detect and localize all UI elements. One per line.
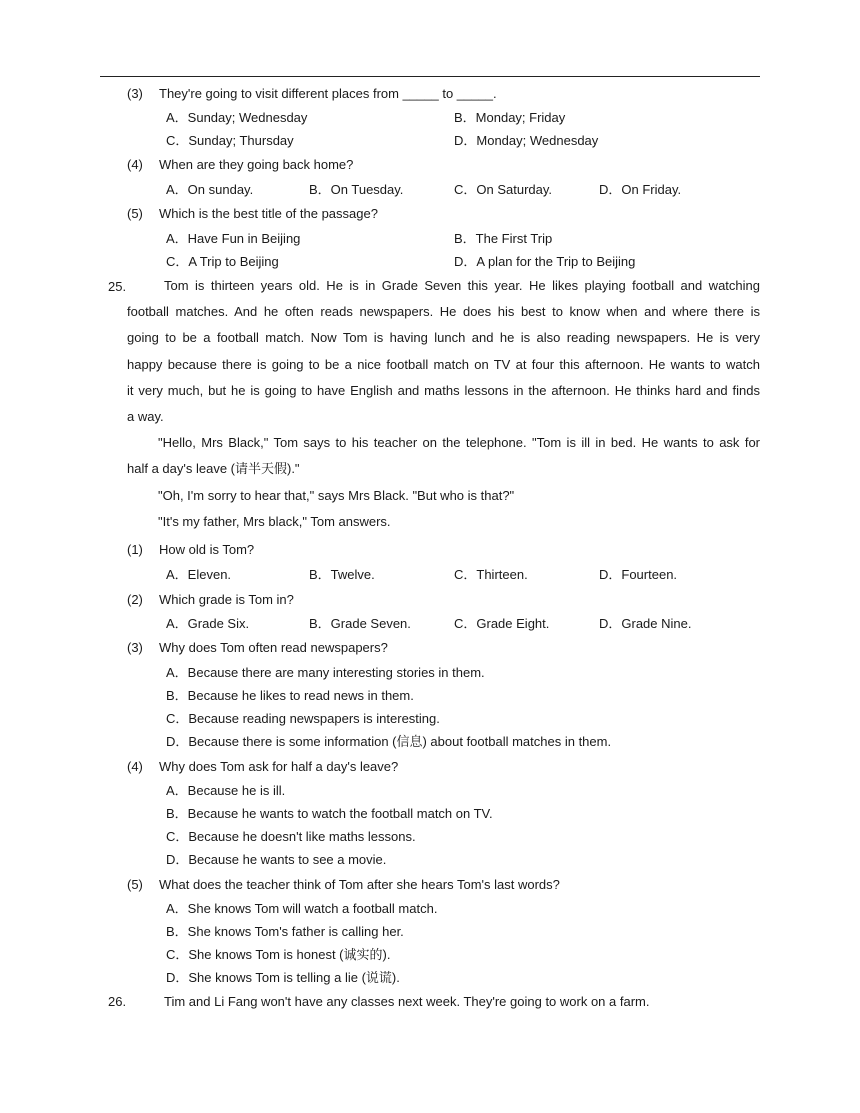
dialog-line: "Hello, Mrs Black," Tom says to his teacher on the telephone. "Tom is ill in bed. He wants to ask for — [158, 435, 760, 451]
option-a[interactable]: A．Sunday; Wednesday — [166, 110, 308, 125]
question-number: (5) — [127, 206, 143, 221]
dialog-line: "It's my father, Mrs black," Tom answers. — [158, 513, 391, 529]
option-a[interactable]: A．Because there are many interesting stories in them. — [166, 665, 485, 680]
option-a[interactable]: A．Grade Six. — [166, 616, 250, 631]
option-d[interactable]: D．Because he wants to see a movie. — [166, 852, 387, 867]
passage-line: going to be a football match. Now Tom is having lunch and he is also reading newspapers. He is very — [127, 330, 760, 346]
question-number-25: 25. — [108, 279, 127, 294]
option-a[interactable]: A．Because he is ill. — [166, 783, 286, 798]
dialog-line: "Oh, I'm sorry to hear that," says Mrs Black. "But who is that?" — [158, 487, 515, 503]
option-b[interactable]: B．Because he likes to read news in them. — [166, 688, 414, 703]
option-c[interactable]: C．Sunday; Thursday — [166, 133, 294, 148]
option-c[interactable]: C．She knows Tom is honest (诚实的). — [166, 947, 391, 962]
question-number: (3) — [127, 86, 143, 101]
question-number: (3) — [127, 640, 143, 655]
option-b[interactable]: B．Monday; Friday — [454, 110, 566, 125]
question-number: (1) — [127, 542, 143, 557]
option-b[interactable]: B．Because he wants to watch the football match on TV. — [166, 806, 493, 821]
option-b[interactable]: B．She knows Tom's father is calling her. — [166, 924, 404, 939]
option-d[interactable]: D．On Friday. — [599, 182, 682, 197]
option-d[interactable]: D．Because there is some information (信息) about football matches in them. — [166, 734, 612, 749]
option-c[interactable]: C．Because he doesn't like maths lessons. — [166, 829, 416, 844]
question-stem: When are they going back home? — [159, 157, 354, 172]
option-c[interactable]: C．A Trip to Beijing — [166, 254, 279, 269]
question-stem: Which is the best title of the passage? — [159, 206, 378, 221]
option-a[interactable]: A．Have Fun in Beijing — [166, 231, 301, 246]
option-d[interactable]: D．Monday; Wednesday — [454, 133, 599, 148]
question-stem: Why does Tom often read newspapers? — [159, 640, 388, 655]
header-rule — [100, 76, 760, 77]
question-stem: They're going to visit different places from _____ to _____. — [159, 86, 497, 101]
dialog-line: half a day's leave (请半天假)." — [127, 461, 300, 477]
passage-line: it very much, but he is going to have English and maths lessons in the afternoon. He thinks hard and finds — [127, 382, 760, 398]
option-b[interactable]: B．Grade Seven. — [309, 616, 411, 631]
option-c[interactable]: C．Because reading newspapers is interesting. — [166, 711, 440, 726]
option-d[interactable]: D．Grade Nine. — [599, 616, 692, 631]
question-number: (2) — [127, 592, 143, 607]
question-stem: Which grade is Tom in? — [159, 592, 294, 607]
option-b[interactable]: B．On Tuesday. — [309, 182, 404, 197]
option-b[interactable]: B．Twelve. — [309, 567, 375, 582]
question-stem: What does the teacher think of Tom after she hears Tom's last words? — [159, 877, 560, 892]
question-stem: Why does Tom ask for half a day's leave? — [159, 759, 399, 774]
question-stem: How old is Tom? — [159, 542, 255, 557]
question-number: (4) — [127, 157, 143, 172]
option-a[interactable]: A．On sunday. — [166, 182, 254, 197]
passage-line: a way. — [127, 409, 164, 425]
option-c[interactable]: C．On Saturday. — [454, 182, 553, 197]
option-b[interactable]: B．The First Trip — [454, 231, 553, 246]
question-number: (4) — [127, 759, 143, 774]
option-c[interactable]: C．Grade Eight. — [454, 616, 550, 631]
option-a[interactable]: A．She knows Tom will watch a football match. — [166, 901, 438, 916]
question-number: (5) — [127, 877, 143, 892]
option-d[interactable]: D．A plan for the Trip to Beijing — [454, 254, 636, 269]
option-d[interactable]: D．She knows Tom is telling a lie (说谎). — [166, 970, 400, 985]
passage-line: happy because there is going to be a nice football match on TV at four this afternoon. He wants to watch — [127, 356, 760, 372]
passage-26-intro: Tim and Li Fang won't have any classes next week. They're going to work on a farm. — [164, 994, 650, 1009]
option-c[interactable]: C．Thirteen. — [454, 567, 528, 582]
option-a[interactable]: A．Eleven. — [166, 567, 232, 582]
option-d[interactable]: D．Fourteen. — [599, 567, 678, 582]
passage-line: football matches. And he often reads newspapers. He does his best to know when and where there is — [127, 304, 760, 320]
passage-line: Tom is thirteen years old. He is in Grade Seven this year. He likes playing football and watching — [164, 278, 760, 293]
question-number-26: 26. — [108, 994, 127, 1009]
passage-25 — [127, 273, 760, 535]
